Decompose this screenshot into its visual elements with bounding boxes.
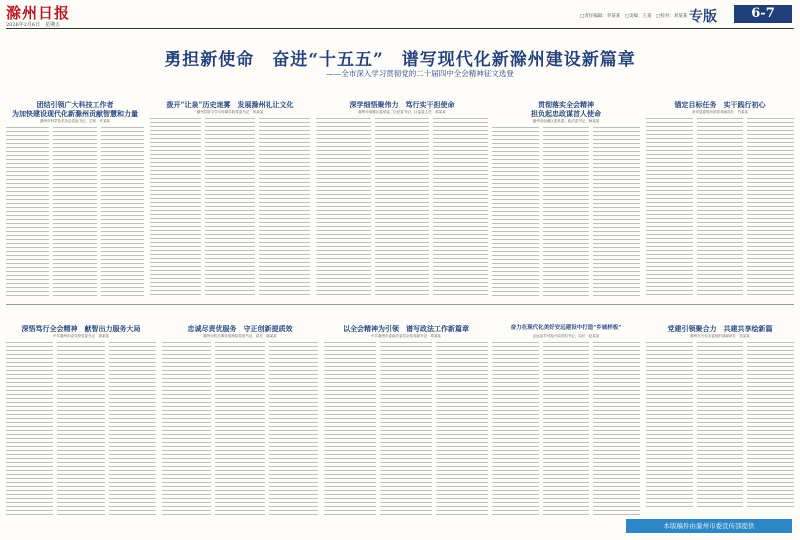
article-8 (324, 324, 488, 516)
article-4 (492, 100, 640, 300)
masthead-bar (0, 0, 800, 30)
section-divider (6, 304, 794, 305)
article-title: 深悟笃行全会精神 献智出力服务大局 (21, 324, 141, 333)
article-2 (150, 100, 310, 300)
article-author: 滁州市科学技术协会党组书记、主席 许某某 (40, 119, 110, 123)
article-author: 滁州市琅琊区委常委、区纪委书记、区监委主任 郭某某 (358, 110, 446, 114)
article-title: 党建引领聚合力 共建共享绘新篇 (667, 324, 773, 333)
article-title: 深学细悟聚伟力 笃行实干担使命 (349, 100, 455, 109)
article-title: 拨开“让泉”历史迷雾 发展滁州礼让文化 (166, 100, 294, 109)
article-1 (6, 100, 144, 300)
article-title: 团结引领广大科技工作者 (36, 100, 114, 109)
page-headline: 勇担新使命 奋进“十五五” 谱写现代化新滁州建设新篇章 (164, 50, 636, 70)
article-10 (646, 324, 794, 516)
article-author: 滁州学院文学与传媒学院党委书记 孙某某 (196, 110, 264, 114)
article-title: 以全会精神为引领 谱写政法工作新篇章 (343, 324, 469, 333)
article-author: 滁州市南谯区委常委、政法委书记 杨某某 (532, 119, 600, 123)
page-subheadline: ——全市深入学习贯彻党的二十届四中全会精神征文选登 (326, 69, 514, 78)
section-label: 专版 (689, 9, 717, 25)
article-9 (492, 324, 640, 516)
article-title: 锚定目标任务 实干践行初心 (674, 100, 766, 109)
article-title-line2: 为加快建设现代化新滁州贡献智慧和力量 (12, 109, 138, 118)
article-title-line2: 担负起忠政谋首人使命 (531, 109, 601, 118)
article-title: 忠诚尽责优服务 守正创新提质效 (187, 324, 293, 333)
article-author: 定远县乡村振兴局党组书记、局长 赵某某 (532, 334, 600, 338)
article-author: 中共滁州市委政法委员会常务副书记 周某某 (371, 334, 441, 338)
article-7 (162, 324, 318, 516)
article-author: 中共滁州市委党校党委书记 高某某 (53, 334, 109, 338)
article-title: 贯彻落实全会精神 (538, 100, 594, 109)
source-credit-banner: 本版稿件由滁州市委宣传部提供 (626, 519, 792, 533)
issue-date: 2026年2月6日 星期五 (6, 22, 61, 28)
article-3 (316, 100, 488, 300)
editors-line: □责任编辑：李某某 □美编：王某 □校对：刘某某 (580, 14, 688, 19)
page-number-badge: 6-7 (734, 5, 792, 23)
masthead-rule (6, 28, 794, 29)
article-6 (6, 324, 156, 516)
newspaper-name: 滁州日报 (6, 4, 71, 22)
article-author: 滁州市天长市委组织部副部长 吴某某 (690, 334, 750, 338)
article-author: 滁州市机关事务管理局党组书记、局长 陈某某 (203, 334, 277, 338)
article-title: 奋力在现代化美好安远建设中打造“乡城样板” (510, 325, 622, 331)
article-author: 来安县委组织部常务副部长 吕某某 (692, 110, 748, 114)
article-5 (646, 100, 794, 300)
